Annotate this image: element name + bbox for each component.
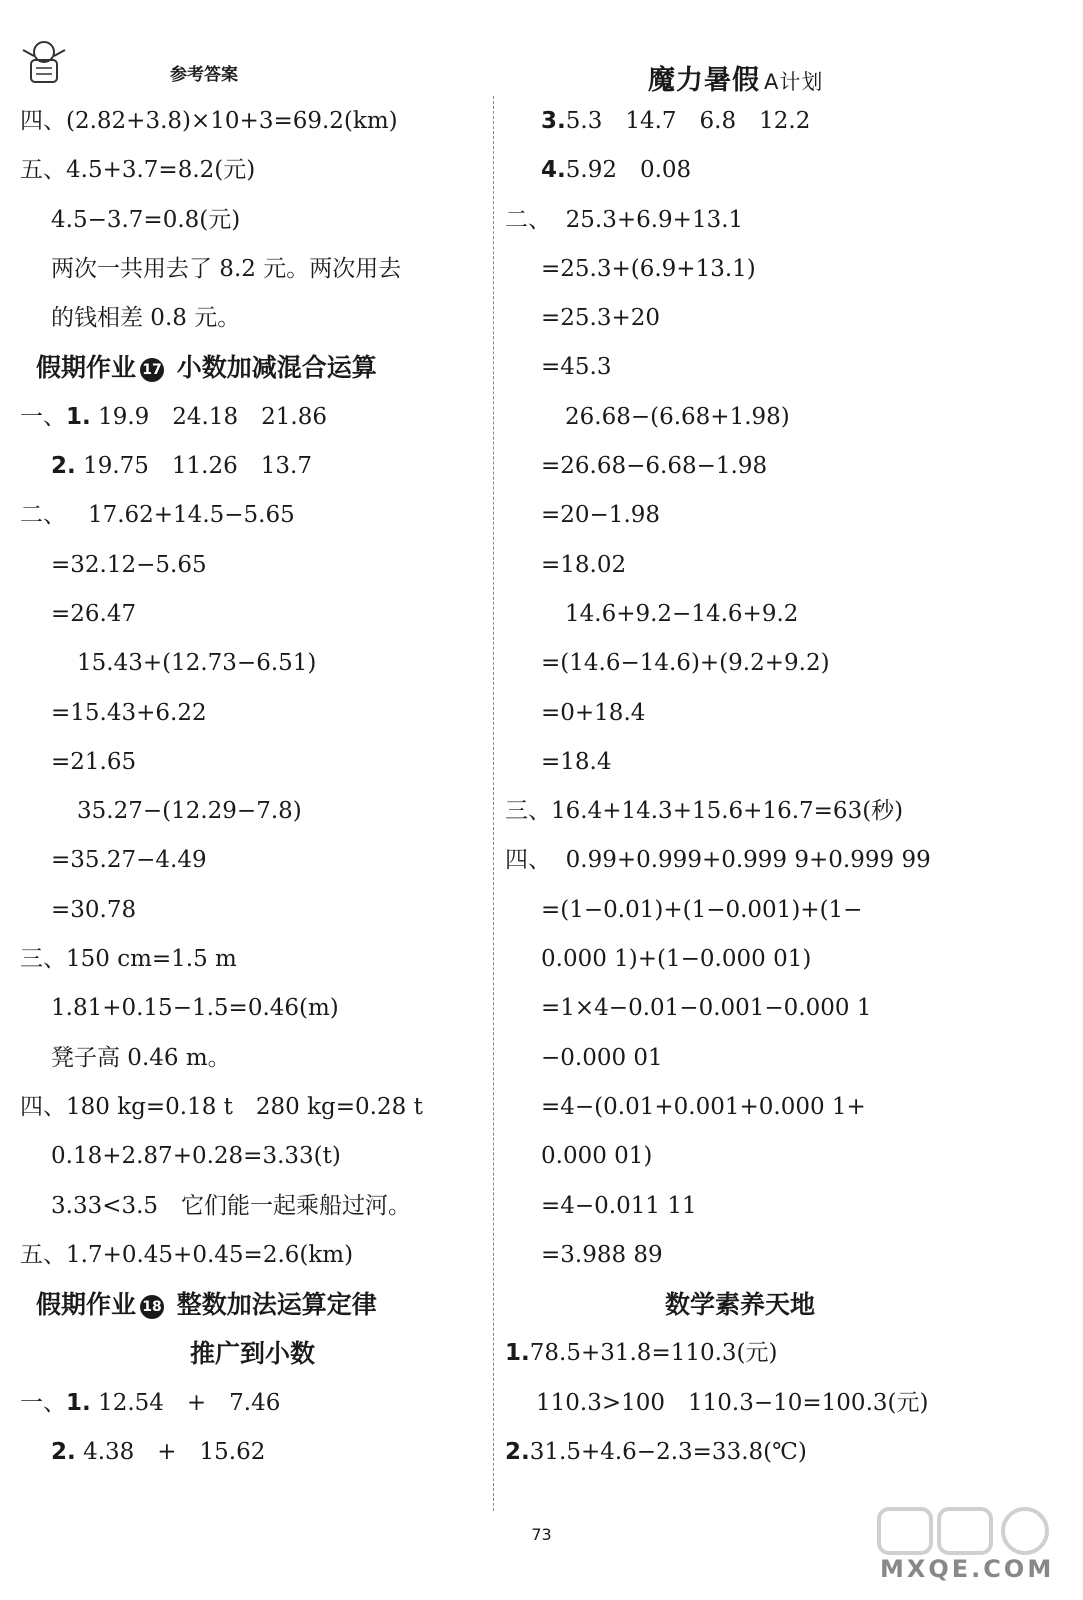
left-column xyxy=(20,97,485,1477)
section-heading-18 xyxy=(20,1280,485,1329)
answer-line: 110.3>100 110.3−10=100.3(元) xyxy=(536,1389,929,1416)
part-label: 一、 xyxy=(20,1389,66,1416)
answer-line xyxy=(20,442,485,491)
heading-label: 假期作业 xyxy=(36,1290,137,1320)
answer-line: =(14.6−14.6)+(9.2+9.2) xyxy=(541,650,830,677)
heading-topic: 小数加减混合运算 xyxy=(176,353,377,383)
answer-line xyxy=(20,1428,485,1477)
answer-line: =18.4 xyxy=(541,748,612,775)
book-title-sub: A计划 xyxy=(764,70,824,94)
answer-line: =4−0.011 11 xyxy=(541,1192,697,1219)
answer-line: 凳子高 0.46 m。 xyxy=(51,1044,231,1071)
answer-line: 两次一共用去了 8.2 元。两次用去 xyxy=(51,255,402,282)
answer-line: 1.81+0.15−1.5=0.46(m) xyxy=(51,995,339,1022)
answer-text: 4.38 + 15.62 xyxy=(83,1439,266,1466)
answer-line: 26.68−(6.68+1.98) xyxy=(565,403,790,430)
section-number-badge: 17 xyxy=(140,358,164,382)
answer-line: =(1−0.01)+(1−0.001)+(1− xyxy=(541,896,863,923)
section-number-badge: 18 xyxy=(140,1295,164,1319)
answer-line: 14.6+9.2−14.6+9.2 xyxy=(565,600,799,627)
answer-line: 四、180 kg=0.18 t 280 kg=0.28 t xyxy=(20,1093,423,1120)
answer-line: =26.47 xyxy=(51,600,137,627)
answer-line: =35.27−4.49 xyxy=(51,847,207,874)
column-divider xyxy=(493,96,494,1511)
page-number: 73 xyxy=(531,1525,552,1544)
answer-line: 三、150 cm=1.5 m xyxy=(20,946,237,973)
answer-line xyxy=(20,491,485,540)
answer-text: 17.62+14.5−5.65 xyxy=(87,502,295,529)
right-column xyxy=(505,97,975,1477)
answer-text: 31.5+4.6−2.3=33.8(℃) xyxy=(529,1439,807,1466)
answer-line: =0+18.4 xyxy=(541,699,646,726)
answer-line: 4.5−3.7=0.8(元) xyxy=(51,206,241,233)
answer-line: 五、4.5+3.7=8.2(元) xyxy=(20,157,256,184)
answer-line xyxy=(505,97,975,146)
book-title-main: 魔力暑假 xyxy=(648,65,760,96)
question-number: 2. xyxy=(51,1439,76,1466)
answer-line: 的钱相差 0.8 元。 xyxy=(51,305,241,332)
answer-line: =25.3+(6.9+13.1) xyxy=(541,255,756,282)
heading-label: 假期作业 xyxy=(36,353,137,383)
answer-line xyxy=(505,146,975,195)
answer-line: 15.43+(12.73−6.51) xyxy=(77,650,317,677)
answer-line xyxy=(505,836,975,885)
answer-line: =15.43+6.22 xyxy=(51,699,207,726)
answer-key-title: 参考答案 xyxy=(170,65,238,85)
answer-line: 0.18+2.87+0.28=3.33(t) xyxy=(51,1143,341,1170)
watermark-text: MXQE.COM xyxy=(880,1555,1055,1583)
part-label: 二、 xyxy=(20,502,66,529)
answer-line: =25.3+20 xyxy=(541,305,661,332)
question-number: 4. xyxy=(541,157,566,184)
answer-line: =30.78 xyxy=(51,896,137,923)
answer-line xyxy=(20,1379,485,1428)
mascot-logo-icon xyxy=(18,38,70,88)
answer-line: 四、(2.82+3.8)×10+3=69.2(km) xyxy=(20,108,398,134)
answer-line xyxy=(505,1428,975,1477)
answer-line xyxy=(20,393,485,442)
answer-line: =21.65 xyxy=(51,748,137,775)
answer-text: 12.54 + 7.46 xyxy=(98,1389,281,1416)
answer-text: 0.99+0.999+0.999 9+0.999 99 xyxy=(565,847,931,874)
answer-line: =20−1.98 xyxy=(541,502,661,529)
answer-line: =18.02 xyxy=(541,551,627,578)
answer-line: =1×4−0.01−0.001−0.000 1 xyxy=(541,995,872,1022)
answer-line: =45.3 xyxy=(541,354,612,381)
answer-line: 3.33<3.5 它们能一起乘船过河。 xyxy=(51,1192,412,1219)
question-number: 2. xyxy=(51,453,76,480)
answer-text: 5.3 14.7 6.8 12.2 xyxy=(565,108,811,134)
part-label: 四、 xyxy=(505,847,551,874)
answer-text: 5.92 0.08 xyxy=(565,157,692,184)
section-heading-17 xyxy=(20,343,485,392)
answer-line: 35.27−(12.29−7.8) xyxy=(77,798,302,825)
answer-line: 0.000 01) xyxy=(541,1143,653,1170)
answer-line xyxy=(505,196,975,245)
part-label: 二、 xyxy=(505,206,551,233)
heading-topic: 整数加法运算定律 xyxy=(176,1290,377,1320)
answer-text: 78.5+31.8=110.3(元) xyxy=(529,1340,778,1367)
question-number: 1. xyxy=(66,403,91,430)
question-number: 1. xyxy=(66,1389,91,1416)
book-title xyxy=(648,58,823,97)
question-number: 1. xyxy=(505,1340,530,1367)
question-number: 2. xyxy=(505,1439,530,1466)
answer-line: 0.000 1)+(1−0.000 01) xyxy=(541,946,812,973)
answer-line: =4−(0.01+0.001+0.000 1+ xyxy=(541,1093,866,1120)
answer-text: 19.9 24.18 21.86 xyxy=(98,403,327,430)
part-label: 一、 xyxy=(20,403,66,430)
answer-line: =32.12−5.65 xyxy=(51,551,207,578)
answer-line: 三、16.4+14.3+15.6+16.7=63(秒) xyxy=(505,798,904,825)
answer-line: −0.000 01 xyxy=(541,1044,663,1071)
answer-line: =26.68−6.68−1.98 xyxy=(541,453,768,480)
answer-text: 25.3+6.9+13.1 xyxy=(565,206,744,233)
answer-line: =3.988 89 xyxy=(541,1241,663,1268)
question-number: 3. xyxy=(541,108,566,134)
answer-text: 19.75 11.26 13.7 xyxy=(83,453,312,480)
section-heading-math-literacy: 数学素养天地 xyxy=(664,1290,815,1320)
section-heading-18-cont: 推广到小数 xyxy=(189,1339,315,1369)
answer-line: 五、1.7+0.45+0.45=2.6(km) xyxy=(20,1241,354,1268)
answer-line xyxy=(505,1329,975,1378)
